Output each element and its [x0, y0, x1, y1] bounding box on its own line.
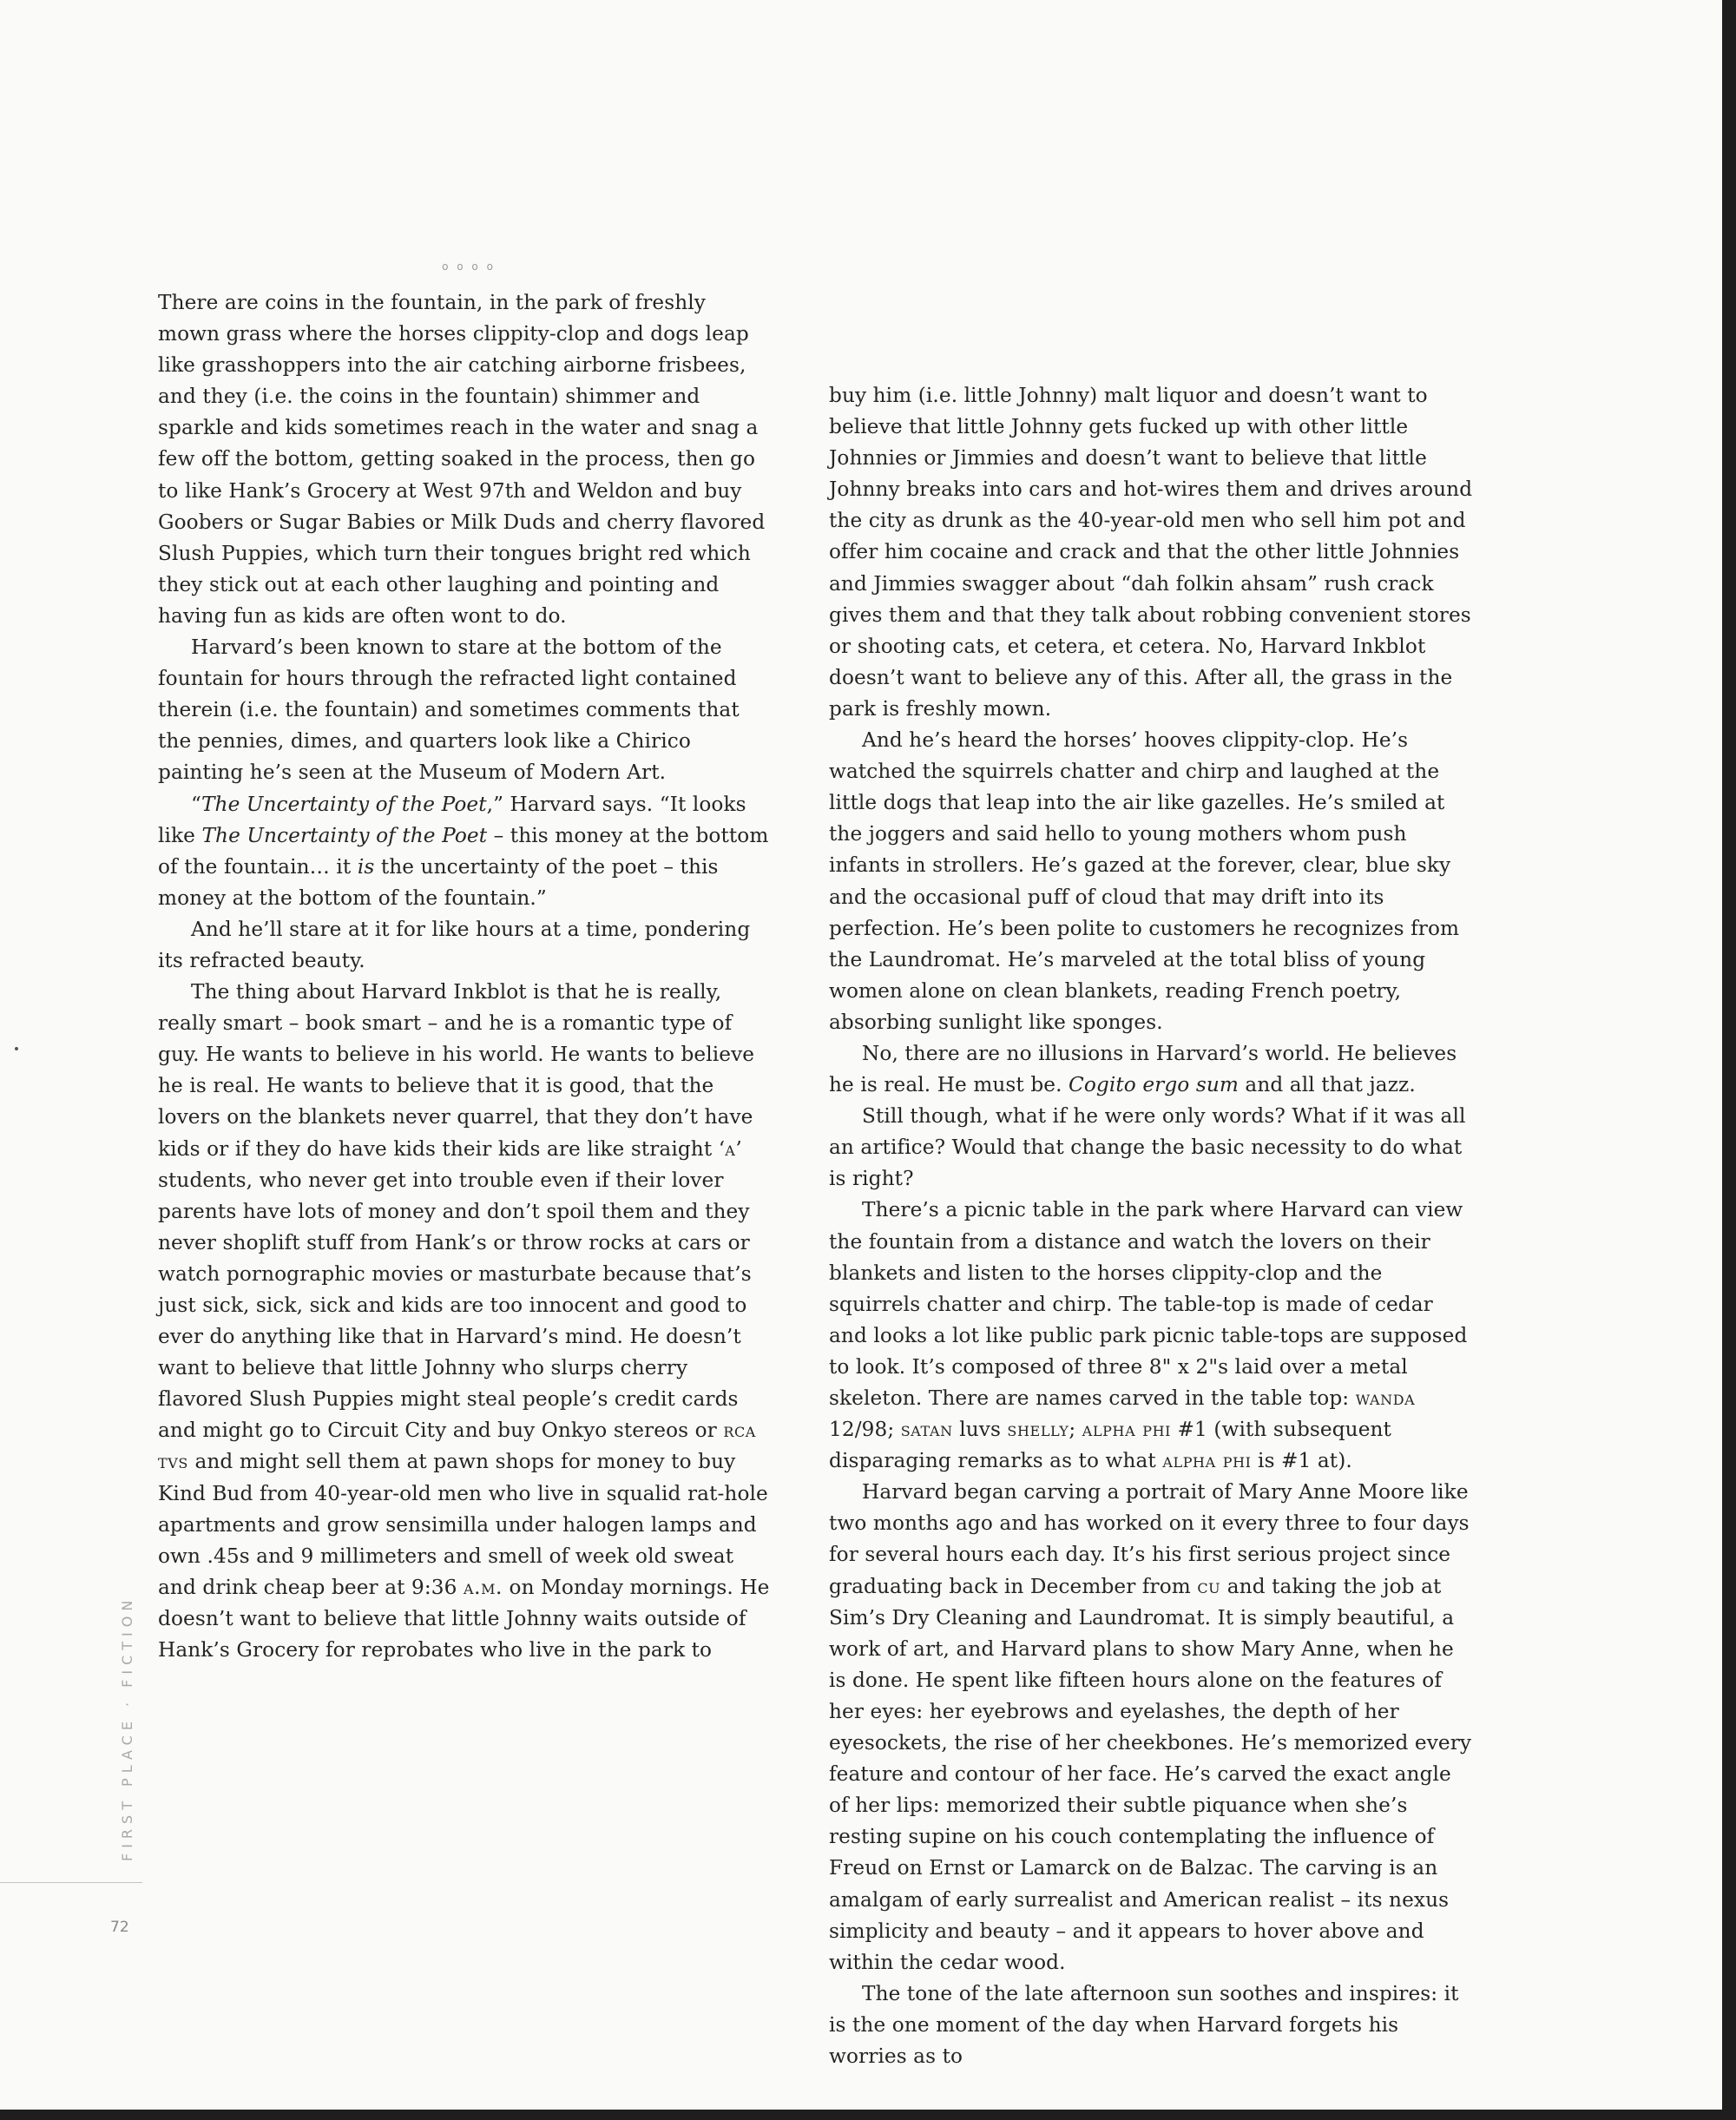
small-caps-text: wanda — [1355, 1386, 1416, 1410]
paragraph — [158, 789, 770, 914]
small-caps-text: satan — [900, 1418, 953, 1442]
text-run: “ — [191, 792, 201, 816]
section-label-text: FIRST PLACE · FICTION — [119, 1595, 135, 1861]
scan-border-bottom — [0, 2110, 1736, 2120]
paragraph: Still though, what if he were only words? What if it was all an artifice? Would that change the basic necessity to do what is right? — [829, 1104, 1466, 1191]
text-run: and might sell them at pawn shops for money to buy Kind Bud from 40-year-old men who live in squalid rat-hole apartments and grow sensimilla under halogen lamps and own .45s and 9 millimeters and smell of week old sweat and drink cheap beer at 9:36 — [158, 1450, 768, 1599]
left-text-column — [158, 287, 770, 1666]
text-run: luvs — [952, 1418, 1008, 1442]
text-run: and all that jazz. — [1238, 1073, 1416, 1097]
text-run: and taking the job at Sim’s Dry Cleaning and Laundromat. It is simply beautiful, a work of art, and Harvard plans to show Mary Anne, when he is done. He spent like fifteen hours alone on the features of her eyes: her eyebrows and eyelashes, the depth of her eyesockets, the rise of her cheekbones. He’s memorized every feature and contour of her face. He’s carved the exact angle of her lips: memorized their subtle piquance when she’s resting supine on his couch contemplating the influence of Freud on Ernst or Lamarck on de Balzac. The carving is an amalgam of early surrealist and American realist – its nexus simplicity and beauty – and it appears to hover above and within the cedar wood. — [829, 1574, 1472, 1974]
latin-phrase: Cogito ergo sum — [1069, 1073, 1239, 1097]
small-caps-text: rca tvs — [158, 1419, 756, 1474]
paragraph — [829, 1038, 1474, 1101]
page-number: 72 — [110, 1919, 129, 1936]
text-run: – this money at the bottom of the fountain… it — [158, 823, 769, 879]
text-run: 12/98; — [829, 1418, 901, 1442]
text-run: The thing about Harvard Inkblot is that he is really, really smart – book smart – and he is a romantic type of guy. He wants to believe in his world. He wants to believe he is real. He wants to believe that it is good, that the lovers on the blankets never quarrel, that they don’t have kids or if they do have kids their kids are like straight ‘ — [158, 980, 755, 1161]
small-caps-text: alpha phi — [1162, 1449, 1252, 1473]
small-caps-text: alpha phi — [1082, 1418, 1172, 1442]
scan-speck — [15, 1047, 18, 1050]
paragraph: Harvard’s been known to stare at the bottom of the fountain for hours through the refracted light contained therein (i.e. the fountain) and sometimes comments that the pennies, dimes, and quarters look like a Chirico painting he’s seen at the Museum of Modern Art. — [158, 635, 740, 785]
paragraph: And he’ll stare at it for like hours at a time, pondering its refracted beauty. — [158, 917, 751, 972]
artwork-title: The Uncertainty of the Poet — [201, 792, 487, 816]
text-run: Harvard began carving a portrait of Mary Anne Moore like two months ago and has worked on it every three to four days for several hours each day. It’s his first serious project since graduating back in December from — [829, 1480, 1470, 1598]
paragraph — [829, 1477, 1474, 1978]
paragraph: The tone of the late afternoon sun soothes and inspires: it is the one moment of the day when Harvard forgets his worries as to — [829, 1981, 1459, 2068]
small-caps-text: a.m. — [463, 1575, 503, 1599]
paragraph: buy him (i.e. little Johnny) malt liquor and doesn’t want to believe that little Johnny gets fucked up with other little Johnnies or Jimmies and doesn’t want to believe that little Johnny breaks into cars and hot-wires them and drives around the city as drunk as the 40-year-old men who sell him pot and offer him cocaine and crack and that the other little Johnnies and Jimmies swagger about “dah folkin ahsam” rush crack gives them and that they talk about robbing convenient stores or shooting cats, et cetera, et cetera. No, Harvard Inkblot doesn’t want to believe any of this. After all, the grass in the park is freshly mown. — [829, 384, 1473, 721]
text-run: on Monday mornings. He doesn’t want to believe that little Johnny waits outside of Hank’s Grocery for reprobates who live in the park to — [158, 1575, 770, 1662]
text-run: #1 (with subsequent disparaging remarks as to what — [829, 1418, 1391, 1473]
paragraph: There are coins in the fountain, in the park of freshly mown grass where the horses clippity-clop and dogs leap like grasshoppers into the air catching airborne frisbees, and they (i.e. the coins in the fountain) shimmer and sparkle and kids sometimes reach in the water and snag a few off the bottom, getting soaked in the process, then go to like Hank’s Grocery at West 97th and Weldon and buy Goobers or Sugar Babies or Milk Duds and cherry flavored Slush Puppies, which turn their tongues bright red which they stick out at each other laughing and pointing and having fun as kids are often wont to do. — [158, 291, 766, 628]
right-text-column — [829, 380, 1474, 2072]
footer-rule — [0, 1882, 142, 1883]
artwork-title: The Uncertainty of the Poet — [201, 823, 488, 847]
text-run: No, there are no illusions in Harvard’s world. He believes he is real. He must be. — [829, 1041, 1457, 1097]
text-run: ; — [1069, 1418, 1082, 1442]
small-caps-text: shelly — [1007, 1418, 1069, 1442]
text-run: ’ students, who never get into trouble even if their lover parents have lots of money and don’t spoil them and they never shoplift stuff from Hank’s or throw rocks at cars or watch pornographic movies or masturbate because that’s just sick, sick, sick and kids are too innocent and good to ever do anything like that in Harvard’s mind. He doesn’t want to believe that little Johnny who slurps cherry flavored Slush Puppies might steal people’s credit cards and might go to Circuit City and buy Onkyo stereos or — [158, 1136, 752, 1443]
small-caps-text: a — [725, 1136, 736, 1161]
small-caps-text: cu — [1197, 1574, 1221, 1598]
emphasis: is — [357, 854, 375, 879]
paragraph — [158, 977, 770, 1666]
paragraph — [829, 1195, 1474, 1477]
text-run: the uncertainty of the poet – this money at the bottom of the fountain.” — [158, 854, 719, 910]
text-run: There’s a picnic table in the park where Harvard can view the fountain from a distance and watch the lovers on their blankets and listen to the horses clippity-clop and the squirrels chatter and chirp. The table-top is made of cedar and looks a lot like public park picnic table-tops are supposed to look. It’s composed of three 8" x 2"s laid over a metal skeleton. There are names carved in the table top: — [829, 1198, 1468, 1410]
paragraph: And he’s heard the horses’ hooves clippity-clop. He’s watched the squirrels chatter and chirp and laughed at the little dogs that leap into the air like gazelles. He’s smiled at the joggers and said hello to young mothers whom push infants in strollers. He’s gazed at the forever, clear, blue sky and the occasional puff of cloud that may drift into its perfection. He’s been polite to customers he recognizes from the Laundromat. He’s marveled at the total bliss of young women alone on clean blankets, reading French poetry, absorbing sunlight like sponges. — [829, 728, 1460, 1034]
text-run: ,” Harvard says. “It looks like — [158, 792, 746, 847]
section-break-ornament: o o o o — [442, 260, 496, 273]
scan-border-right — [1722, 0, 1736, 2120]
text-run: is #1 at). — [1251, 1449, 1352, 1473]
